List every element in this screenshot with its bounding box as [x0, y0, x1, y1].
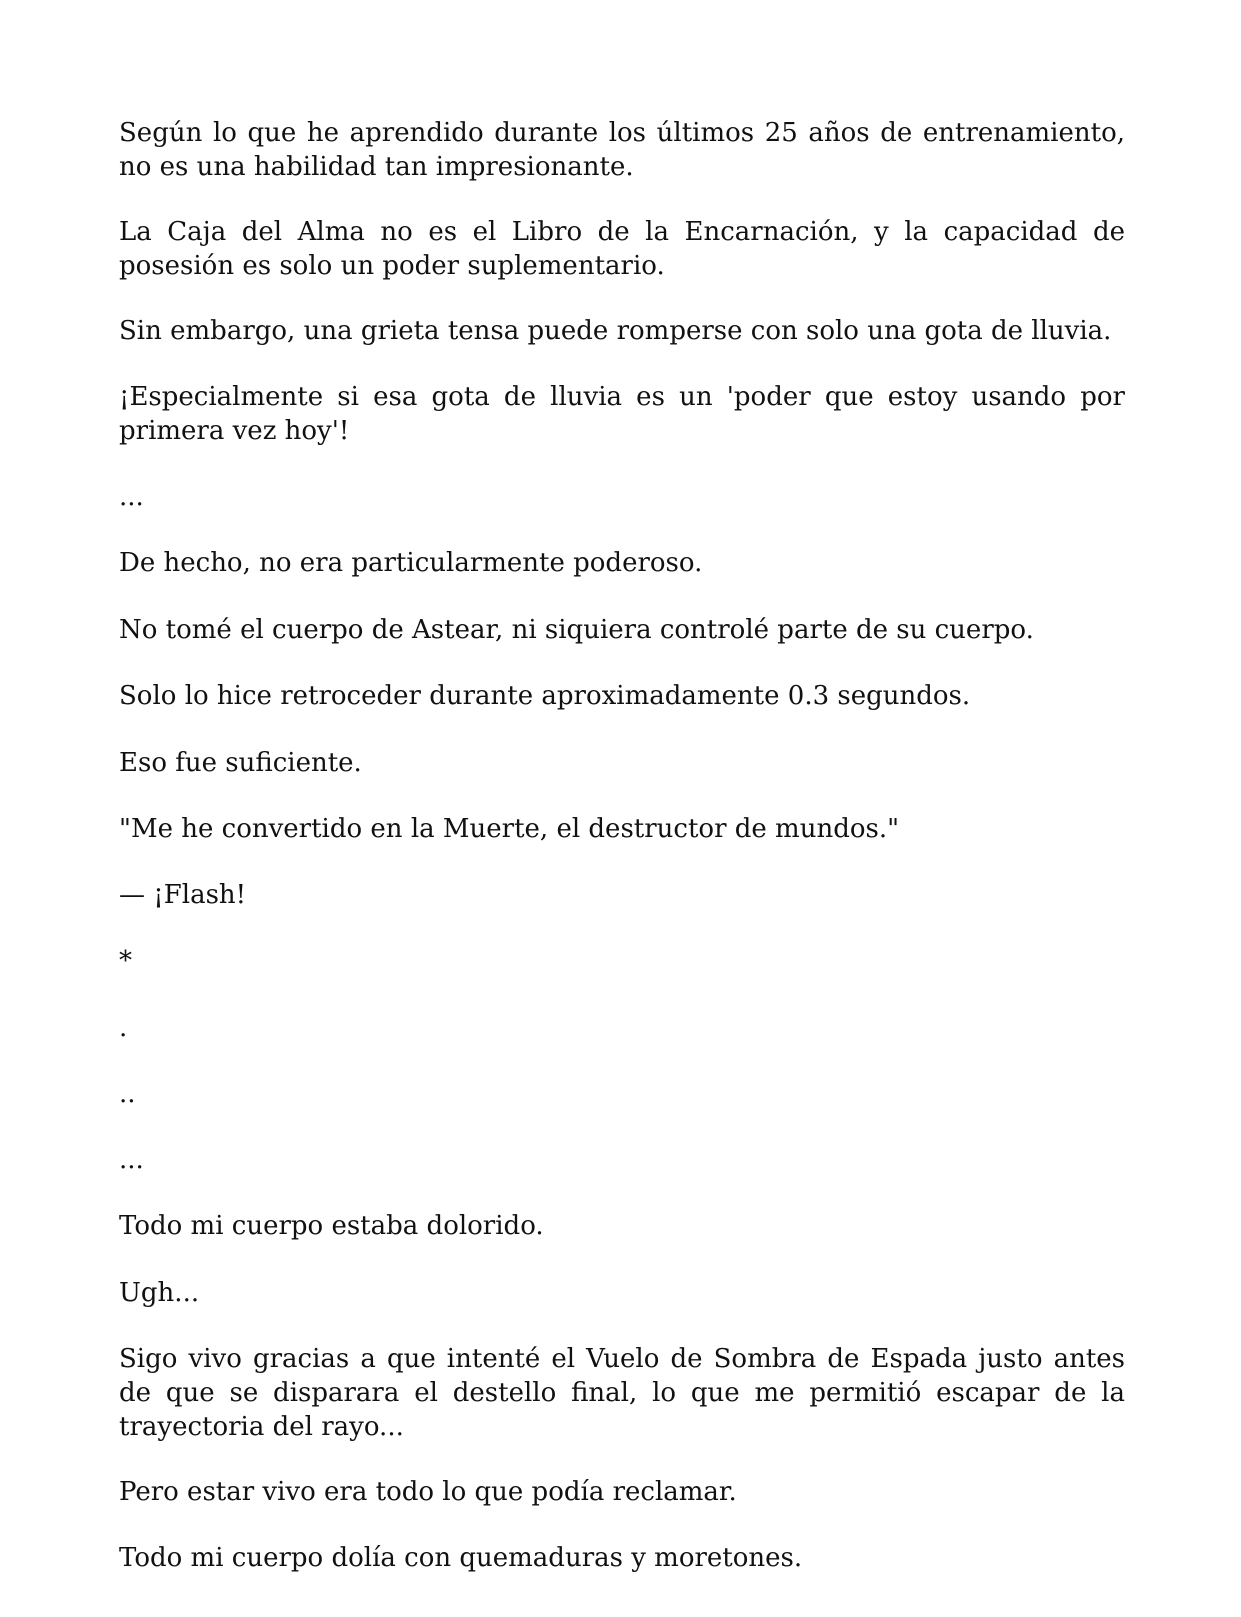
paragraph: La Caja del Alma no es el Libro de la Encarnación, y la capacidad de posesión es solo un poder suplementario. [119, 217, 1125, 281]
paragraph: ¡Especialmente si esa gota de lluvia es un 'poder que estoy usando por primera vez hoy'! [119, 382, 1125, 446]
paragraph: Ugh... [119, 1278, 200, 1308]
paragraph: Todo mi cuerpo dolía con quemaduras y moretones. [119, 1543, 803, 1573]
paragraph: Sigo vivo gracias a que intenté el Vuelo de Sombra de Espada justo antes de que se disparara el destello final, lo que me permitió escapar de la trayectoria del rayo... [119, 1344, 1125, 1442]
scene-break: * [119, 946, 132, 976]
scene-break: ... [119, 1145, 144, 1175]
scene-break: .. [119, 1079, 136, 1109]
paragraph: Según lo que he aprendido durante los últimos 25 años de entrenamiento, no es una habilidad tan impresionante. [119, 118, 1125, 182]
paragraph: Solo lo hice retroceder durante aproximadamente 0.3 segundos. [119, 681, 971, 711]
paragraph: Pero estar vivo era todo lo que podía reclamar. [119, 1477, 737, 1507]
paragraph: Eso fue suficiente. [119, 748, 362, 778]
paragraph: "Me he convertido en la Muerte, el destructor de mundos." [119, 814, 900, 844]
paragraph: — ¡Flash! [119, 880, 247, 910]
ellipsis: ... [119, 482, 144, 512]
paragraph: No tomé el cuerpo de Astear, ni siquiera controlé parte de su cuerpo. [119, 615, 1034, 645]
paragraph: De hecho, no era particularmente poderoso. [119, 548, 703, 578]
paragraph: Sin embargo, una grieta tensa puede romperse con solo una gota de lluvia. [119, 316, 1112, 346]
scene-break: . [119, 1013, 128, 1043]
paragraph: Todo mi cuerpo estaba dolorido. [119, 1211, 544, 1241]
